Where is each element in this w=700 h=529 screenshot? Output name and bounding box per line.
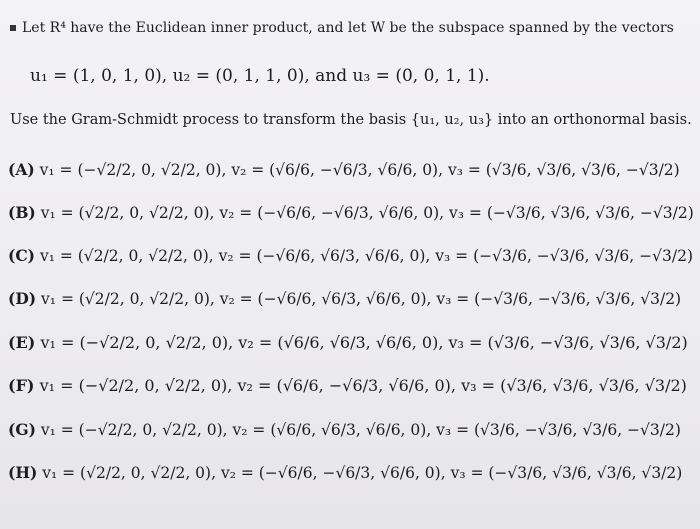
option-label: (H)	[8, 463, 38, 482]
option-text: v₁ = (−√2/2, 0, √2/2, 0), v₂ = (√6/6, √6/3, √6/6, 0), v₃ = (√3/6, −√3/6, √3/6, −√3/2)	[40, 421, 681, 439]
answer-option-b[interactable]	[8, 203, 694, 222]
option-label: (A)	[8, 160, 35, 179]
answer-option-c[interactable]	[8, 246, 693, 265]
option-text: v₁ = (√2/2, 0, √2/2, 0), v₂ = (−√6/6, √6/3, √6/6, 0), v₃ = (−√3/6, −√3/6, √3/6, √3/2)	[41, 290, 682, 308]
option-text: v₁ = (√2/2, 0, √2/2, 0), v₂ = (−√6/6, −√6/3, √6/6, 0), v₃ = (−√3/6, √3/6, √3/6, −√3/2)	[40, 204, 694, 222]
option-text: v₁ = (−√2/2, 0, √2/2, 0), v₂ = (√6/6, √6/3, √6/6, 0), v₃ = (√3/6, −√3/6, √3/6, √3/2)	[40, 333, 688, 352]
question-intro	[10, 20, 674, 36]
answer-option-f[interactable]	[8, 376, 687, 395]
answer-option-a[interactable]	[8, 160, 680, 179]
answer-option-g[interactable]	[8, 420, 681, 439]
option-label: (G)	[8, 420, 36, 439]
option-label: (D)	[8, 289, 37, 308]
option-label: (F)	[8, 376, 35, 395]
option-label: (C)	[8, 246, 36, 265]
answer-option-d[interactable]	[8, 289, 681, 308]
bullet-icon	[10, 25, 16, 31]
option-text: v₁ = (−√2/2, 0, √2/2, 0), v₂ = (√6/6, −√6/3, √6/6, 0), v₃ = (√3/6, √3/6, √3/6, √3/2)	[39, 376, 687, 395]
basis-vectors: u₁ = (1, 0, 1, 0), u₂ = (0, 1, 1, 0), and u₃ = (0, 0, 1, 1).	[30, 66, 490, 86]
question-instruction: Use the Gram-Schmidt process to transform the basis {u₁, u₂, u₃} into an orthonormal basis.	[10, 112, 692, 128]
option-text: v₁ = (−√2/2, 0, √2/2, 0), v₂ = (√6/6, −√6/3, √6/6, 0), v₃ = (√3/6, √3/6, √3/6, −√3/2)	[39, 161, 680, 179]
option-label: (E)	[8, 333, 36, 352]
answer-option-e[interactable]	[8, 333, 688, 352]
answer-option-h[interactable]	[8, 463, 682, 482]
option-text: v₁ = (√2/2, 0, √2/2, 0), v₂ = (−√6/6, −√6/3, √6/6, 0), v₃ = (−√3/6, √3/6, √3/6, √3/2)	[42, 464, 683, 482]
option-label: (B)	[8, 203, 36, 222]
option-text: v₁ = (√2/2, 0, √2/2, 0), v₂ = (−√6/6, √6/3, √6/6, 0), v₃ = (−√3/6, −√3/6, √3/6, −√3/2)	[39, 247, 693, 265]
question-intro-text: Let R⁴ have the Euclidean inner product, and let W be the subspace spanned by the vectors	[22, 20, 674, 36]
